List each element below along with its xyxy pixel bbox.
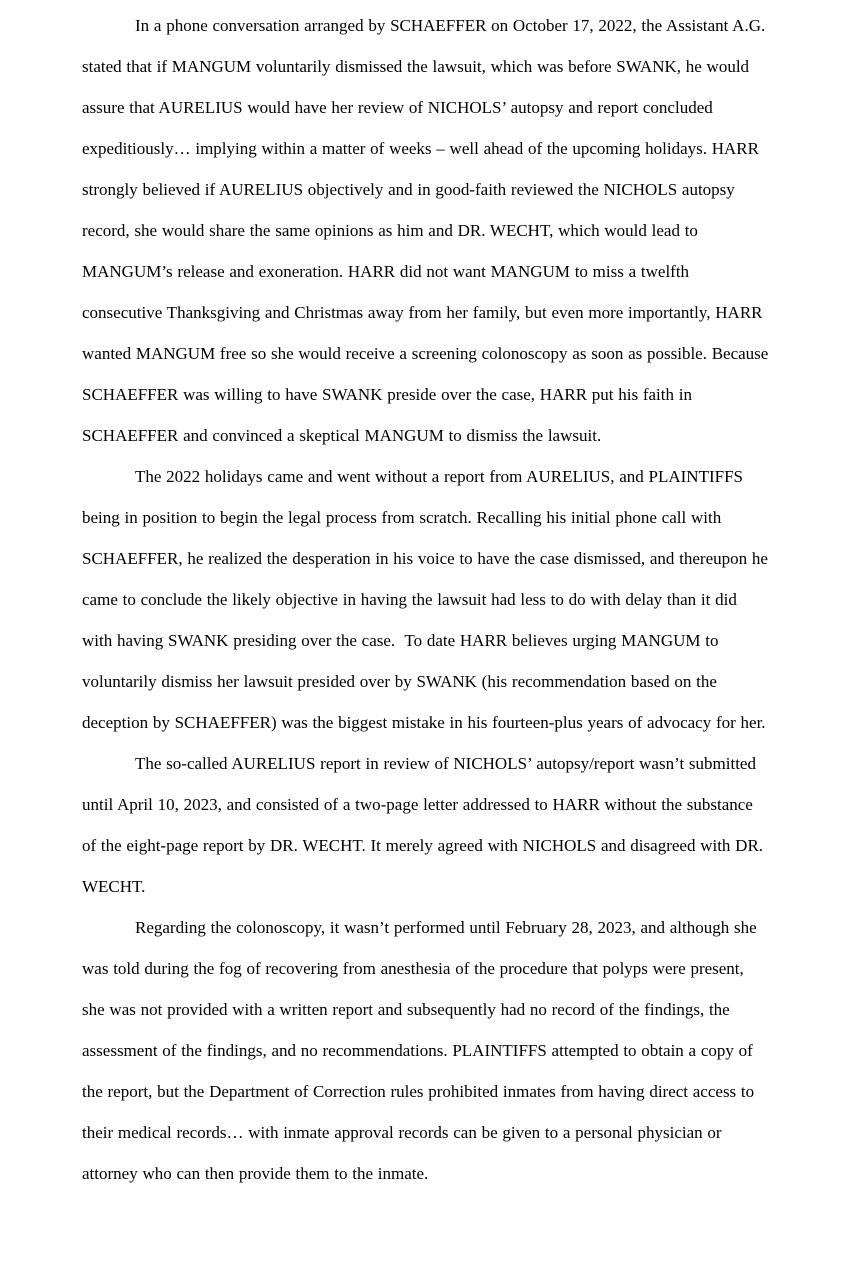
paragraph-colonoscopy: Regarding the colonoscopy, it wasn’t performed until February 28, 2023, and although she was told during the fog of recovering from anesthesia of the procedure that polyps were present, she was not provided with a written report and subsequently had no record of the findings, the assessment of the findings, and no recommendations. PLAINTIFFS attempted to obtain a copy of the report, but the Department of Correction rules prohibited inmates from having direct access to their medical records… with inmate approval records can be given to a personal physician or attorney who can then provide them to the inmate. [82, 918, 762, 1183]
paragraph-phone-conversation: In a phone conversation arranged by SCHAEFFER on October 17, 2022, the Assistant A.G. stated that if MANGUM voluntarily dismissed the lawsuit, which was before SWANK, he would assure that AURELIUS would have her review of NICHOLS’ autopsy and report concluded expeditiously… implying within a matter of weeks – well ahead of the upcoming holidays. HARR strongly believed if AURELIUS objectively and in good-faith reviewed the NICHOLS autopsy record, she would share the same opinions as him and DR. WECHT, which would lead to MANGUM’s release and exoneration. HARR did not want MANGUM to miss a twelfth consecutive Thanksgiving and Christmas away from her family, but even more importantly, HARR wanted MANGUM free so she would receive a screening colonoscopy as soon as possible. Because SCHAEFFER was willing to have SWANK preside over the case, HARR put his faith in SCHAEFFER and convinced a skeptical MANGUM to dismiss the lawsuit. [82, 16, 774, 445]
paragraph-aurelius-report: The so-called AURELIUS report in review of NICHOLS’ autopsy/report wasn’t submitted until April 10, 2023, and consisted of a two-page letter addressed to HARR without the substance of the eight-page report by DR. WECHT. It merely agreed with NICHOLS and disagreed with DR. WECHT. [82, 754, 768, 896]
paragraph-2022-holidays: The 2022 holidays came and went without a report from AURELIUS, and PLAINTIFFS being in position to begin the legal process from scratch. Recalling his initial phone call with SCHAEFFER, he realized the desperation in his voice to have the case dismissed, and thereupon he came to conclude the likely objective in having the lawsuit had less to do with delay than it did with having SWANK presiding over the case. To date HARR believes urging MANGUM to voluntarily dismiss her lawsuit presided over by SWANK (his recommendation based on the deception by SCHAEFFER) was the biggest mistake in his fourteen-plus years of advocacy for her. [82, 467, 773, 732]
